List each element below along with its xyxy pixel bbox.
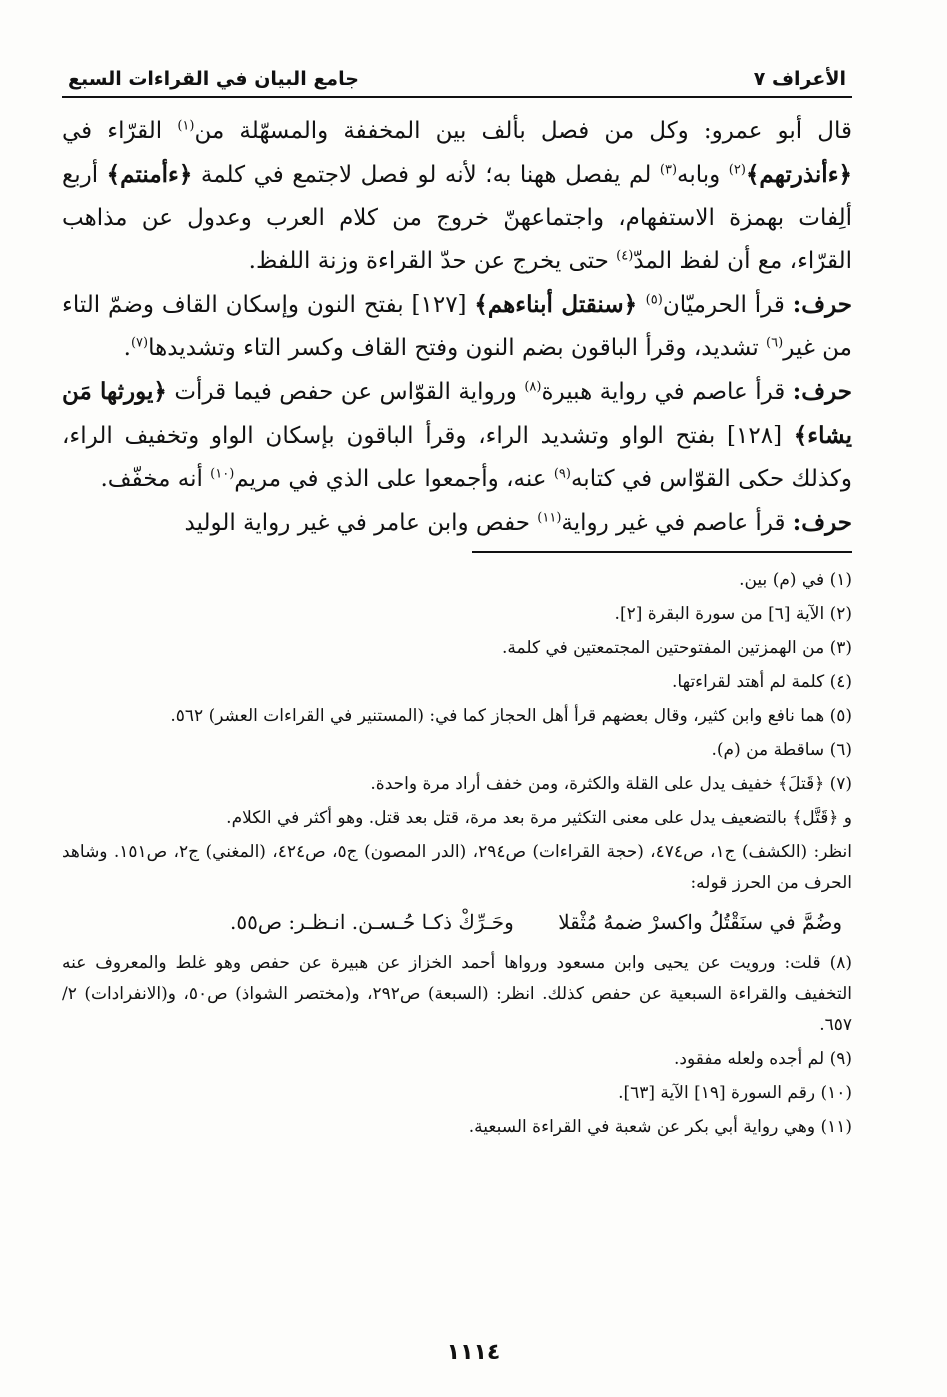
text-run: ورواية القوّاس عن حفص فيما قرأت [166, 379, 525, 405]
footnotes [62, 565, 852, 1143]
quran-quote: ﴿يورثها مَن يشاء﴾ [62, 378, 852, 449]
quran-quote: ﴿ءأمنتم﴾ [106, 161, 193, 188]
paragraph-4 [62, 501, 852, 545]
poetry-verse [62, 907, 852, 938]
text-run: [١٢٨] بفتح الواو وتشديد الراء، وقرأ الباقون بإسكان الواو وتخفيف الراء، وكذلك حكى القوّاس في كتابه [62, 423, 852, 492]
text-run: أنه مخفّف. [100, 466, 211, 492]
footnote-ref[interactable]: (٣) [659, 162, 678, 178]
text-run: [١٢٧] بفتح النون وإسكان القاف وضمّ التاء من غير [62, 292, 852, 361]
footnote-ref[interactable]: (١٠) [210, 466, 235, 482]
verse-hemistich-2: وحَـرِّكْ ذكـا حُـسـن. انـظـر: ص٥٥. [229, 910, 514, 934]
text-run: لم يفصل ههنا به؛ لأنه لو فصل لاجتمع في كلمة [192, 162, 660, 188]
verse-hemistich-1: وضُمَّ في سنَقْتُلُ واكسرْ ضمهُ مُثْقلا [558, 910, 842, 934]
running-header [62, 60, 852, 98]
footnote-ref[interactable]: (١) [177, 118, 195, 134]
main-text [62, 110, 852, 545]
text-run: قرأ عاصم في غير رواية [561, 510, 793, 536]
footnote-2: (٢) الآية [٦] من سورة البقرة [٢]. [614, 604, 852, 624]
footnote-6: (٦) ساقطة من (م). [711, 740, 852, 760]
footnote-ref[interactable]: (٤) [616, 248, 634, 264]
text-run: حفص وابن عامر في غير رواية الوليد [184, 510, 538, 536]
footnote-7-continued: و ﴿قَتَّل﴾ بالتضعيف يدل على معنى التكثير مرة بعد مرة، قتل بعد قتل. وهو أكثر في الكلام. [226, 808, 852, 828]
quran-quote: ﴿ءأنذرتهم﴾ [745, 161, 852, 188]
text-run: قرأ الحرميّان [662, 292, 793, 318]
footnote-10: (١٠) رقم السورة [١٩] الآية [٦٣]. [618, 1083, 852, 1103]
text-run: قال أبو عمرو: وكل من فصل بألف بين المخففة والمسهّلة من [194, 118, 853, 144]
footnote-ref[interactable]: (٥) [645, 292, 663, 308]
footnote-3: (٣) من الهمزتين المفتوحتين المجتمعتين في كلمة. [501, 638, 852, 658]
paragraph-3 [62, 370, 852, 501]
text-run: عنه، وأجمعوا على الذي في مريم [234, 466, 554, 492]
footnote-ref[interactable]: (٩) [553, 466, 571, 482]
footnote-ref[interactable]: (٦) [766, 335, 784, 351]
text-run: وبابه [677, 162, 729, 188]
footnote-7: (٧) ﴿قَتلَ﴾ خفيف يدل على القلة والكثرة، ومن خفف أراد مرة واحدة. [370, 774, 852, 794]
footnote-5: (٥) هما نافع وابن كثير، وقال بعضهم قرأ أهل الحجاز كما في: (المستنير في القراءات العشر) ٥٦٢. [170, 706, 852, 726]
page-number: ١١١٤ [446, 1340, 501, 1365]
footnote-11: (١١) وهي رواية أبي بكر عن شعبة في القراءة السبعية. [468, 1117, 852, 1137]
footnote-9: (٩) لم أجده ولعله مفقود. [674, 1049, 852, 1069]
footnote-ref[interactable]: (٨) [524, 379, 542, 395]
footnote-ref[interactable]: (١١) [537, 510, 562, 526]
footnote-separator [472, 551, 852, 553]
footnote-ref[interactable]: (٧) [130, 335, 149, 351]
footnote-7-references: انظر: (الكشف) ج١، ص٤٧٤، (حجة القراءات) ص٢٩٤، (الدر المصون) ج٥، ص٤٢٤، (المغني) ج٢، ص١٥١. وشاهد الحرف من الحرز قوله: [62, 842, 853, 893]
text-run: القرّاء في [62, 118, 178, 144]
section-keyword: حرف: [792, 291, 852, 318]
footnote-ref[interactable]: (٢) [728, 162, 746, 178]
paragraph-1 [62, 110, 852, 283]
book-page [62, 60, 852, 1380]
header-book-title: جامع البيان في القراءات السبع [68, 68, 359, 90]
footnote-8: (٨) قلت: ورويت عن يحيى وابن مسعود ورواها أحمد الخزاز عن هبيرة عن حفص وهو غلط والمعروف عنه التخفيف والقراءة السبعية عن حفص كذلك. انظر: (السبعة) ص٢٩٢، و(مختصر الشواذ) ص٥٠، و(الانفرادات) ٢/ ٦٥٧. [62, 953, 852, 1035]
text-run: تشديد، وقرأ الباقون بضم النون وفتح القاف وكسر التاء وتشديدها [148, 335, 767, 361]
footnote-4: (٤) كلمة لم أهتد لقراءتها. [672, 672, 852, 692]
text-run: قرأ عاصم في رواية هبيرة [541, 379, 793, 405]
section-keyword: حرف: [792, 378, 853, 405]
text-run: حتى يخرج عن حدّ القراءة وزنة اللفظ. [248, 248, 617, 274]
paragraph-2 [62, 283, 852, 370]
text-run: أربع ألِفات بهمزة الاستفهام، واجتماعهنّ خروج من كلام العرب وعدول عن مذاهب القرّاء، مع أن لفظ المدّ [62, 162, 852, 274]
footnote-1: (١) في (م) بين. [739, 570, 852, 590]
section-keyword: حرف: [792, 509, 852, 536]
quran-quote: ﴿سنقتل أبناءهم﴾ [474, 291, 646, 318]
text-run: . [123, 335, 131, 361]
header-surah: الأعراف ٧ [753, 68, 846, 90]
